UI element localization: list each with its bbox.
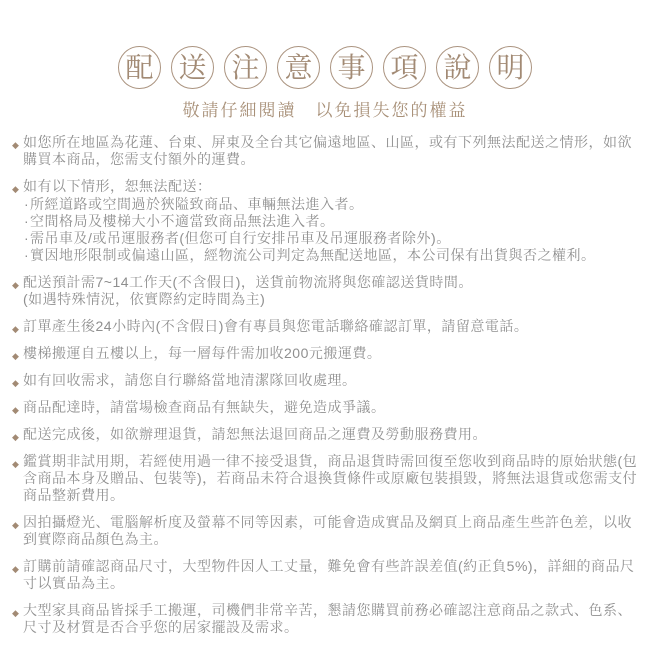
notice-item bbox=[12, 274, 638, 308]
diamond-bullet-icon: ◆ bbox=[12, 564, 20, 574]
notice-item bbox=[12, 399, 638, 416]
diamond-bullet-icon: ◆ bbox=[12, 351, 20, 361]
title-char-circle: 送 bbox=[171, 46, 214, 89]
diamond-bullet-icon: ◆ bbox=[12, 405, 20, 415]
diamond-bullet-icon: ◆ bbox=[12, 520, 20, 530]
diamond-bullet-icon: ◆ bbox=[12, 184, 20, 194]
page-subtitle: 敬請仔細閱讀 以免損失您的權益 bbox=[182, 101, 468, 120]
notice-subitem-text: 所經道路或空間過於狹隘致商品、車輛無法進入者。 bbox=[30, 196, 364, 212]
dot-bullet-icon: · bbox=[24, 247, 30, 263]
title-char-circle: 配 bbox=[118, 46, 161, 89]
notice-text: 樓梯搬運自五樓以上，每一層每件需加收200元搬運費。 bbox=[23, 345, 382, 361]
notice-item bbox=[12, 318, 638, 335]
notice-text: 配送完成後，如欲辦理退貨，請恕無法退回商品之運費及勞動服務費用。 bbox=[23, 426, 487, 442]
notice-text: 因拍攝燈光、電腦解析度及螢幕不同等因素，可能會造成實品及網頁上商品產生些許色差，以收到實際商品顏色為主。 bbox=[23, 514, 632, 547]
dot-bullet-icon: · bbox=[24, 196, 30, 212]
notice-item bbox=[12, 426, 638, 443]
notice-subitem-text: 空間格局及樓梯大小不適當致商品無法進入者。 bbox=[30, 213, 335, 229]
title-char-circle: 事 bbox=[330, 46, 373, 89]
diamond-bullet-icon: ◆ bbox=[12, 324, 20, 334]
notice-item bbox=[12, 602, 638, 636]
dot-bullet-icon: · bbox=[24, 230, 30, 246]
title-char-circle: 意 bbox=[277, 46, 320, 89]
notice-item bbox=[12, 453, 638, 504]
notice-item bbox=[12, 514, 638, 548]
page-title bbox=[12, 46, 638, 89]
title-char-circle: 明 bbox=[489, 46, 532, 89]
notice-subitem-list bbox=[23, 196, 638, 264]
notice-item bbox=[12, 345, 638, 362]
notice-text: 訂購前請確認商品尺寸，大型物件因人工丈量，難免會有些許誤差值(約正負5%)，詳細的商品尺寸以實品為主。 bbox=[23, 558, 635, 591]
notice-text: 商品配達時，請當場檢查商品有無缺失，避免造成爭議。 bbox=[23, 399, 386, 415]
notice-text: 大型家具商品皆採手工搬運，司機們非常辛苦，懇請您購買前務必確認注意商品之款式、色系、尺寸及材質是否合乎您的居家擺設及需求。 bbox=[23, 602, 632, 635]
notice-subitem bbox=[23, 213, 638, 230]
notice-text: 如有回收需求，請您自行聯絡當地清潔隊回收處理。 bbox=[23, 372, 357, 388]
notice-item bbox=[12, 134, 638, 168]
diamond-bullet-icon: ◆ bbox=[12, 378, 20, 388]
notice-item bbox=[12, 558, 638, 592]
notice-item bbox=[12, 372, 638, 389]
notice-subitem-text: 實因地形限制或偏遠山區，經物流公司判定為無配送地區，本公司保有出貨與否之權利。 bbox=[30, 247, 596, 263]
notice-subitem-text: 需吊車及/或吊運服務者(但您可自行安排吊車及吊運服務者除外)。 bbox=[30, 230, 451, 246]
notice-text: 訂單產生後24小時內(不含假日)會有專員與您電話聯絡確認訂單，請留意電話。 bbox=[23, 318, 529, 334]
notice-text: 鑑賞期非試用期，若經使用過一律不接受退貨，商品退貨時需回復至您收到商品時的原始狀態(包含商品本身及贈品、包裝等)，若商品未符合退換貨條件或原廠包裝損毀，將無法退貨或您需支付商品整新費用。 bbox=[23, 453, 638, 503]
notice-subitem bbox=[23, 247, 638, 264]
diamond-bullet-icon: ◆ bbox=[12, 280, 20, 290]
title-char-circle: 注 bbox=[224, 46, 267, 89]
notice-text: 配送預計需7~14工作天(不含假日)，送貨前物流將與您確認送貨時間。 bbox=[23, 274, 473, 290]
dot-bullet-icon: · bbox=[24, 213, 30, 229]
title-char-circle: 說 bbox=[436, 46, 479, 89]
diamond-bullet-icon: ◆ bbox=[12, 459, 20, 469]
diamond-bullet-icon: ◆ bbox=[12, 608, 20, 618]
notice-text: 如有以下情形，恕無法配送： bbox=[23, 178, 212, 194]
notice-text: 如您所在地區為花蓮、台東、屏東及全台其它偏遠地區、山區，或有下列無法配送之情形，如欲購買本商品，您需支付額外的運費。 bbox=[23, 134, 632, 167]
diamond-bullet-icon: ◆ bbox=[12, 140, 20, 150]
notice-list bbox=[12, 134, 638, 636]
notice-subitem bbox=[23, 230, 638, 247]
diamond-bullet-icon: ◆ bbox=[12, 432, 20, 442]
notice-item bbox=[12, 178, 638, 264]
notice-text-line2: (如遇特殊情況，依實際約定時間為主) bbox=[23, 291, 266, 307]
title-char-circle: 項 bbox=[383, 46, 426, 89]
notice-subitem bbox=[23, 196, 638, 213]
